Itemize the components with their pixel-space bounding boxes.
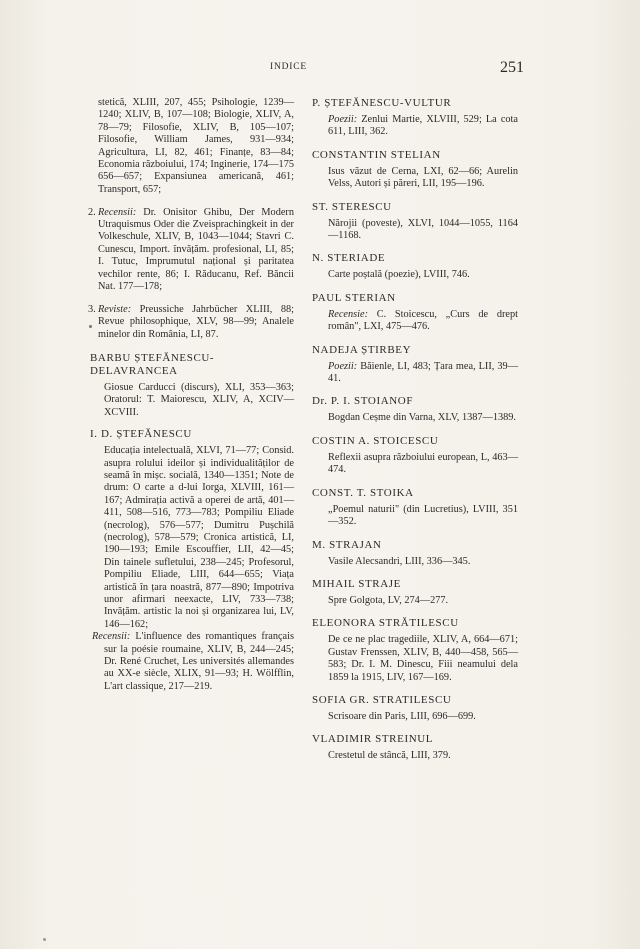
running-head-title: INDICE	[270, 62, 307, 72]
entry-author: CONSTANTIN STELIAN	[312, 148, 441, 161]
numbered-item-3	[90, 304, 294, 341]
index-entry	[312, 694, 518, 723]
entry-text: „Poemul naturii" (din Lucretius), LVIII, 351—352.	[328, 503, 518, 528]
entry-body	[312, 114, 518, 139]
item-label: Recensii:	[98, 206, 137, 218]
entry-body	[312, 595, 518, 607]
entry-text: Zenlui Martie, XLVIII, 529; La cota 611, LIII, 362.	[328, 114, 518, 138]
page-number: 251	[500, 59, 524, 76]
entry-body	[312, 750, 518, 762]
entry-author: PAUL STERIAN	[312, 291, 396, 304]
numbered-item-2	[90, 207, 294, 294]
index-entry	[312, 97, 518, 139]
item-text: Preussiche Jahrbücher XLIII, 88; Revue philosophique, XLV, 98—99; Analele minelor din România, LI, 87.	[98, 303, 294, 340]
index-entry	[312, 252, 518, 281]
entry-text: Vasile Alecsandri, LIII, 336—345.	[328, 555, 471, 567]
index-entry	[312, 149, 518, 191]
entry-author: P. ȘTEFĂNESCU-VULTUR	[312, 97, 452, 109]
entry-body	[312, 556, 518, 568]
entry-text: Reflexii asupra războiului european, L, 463—474.	[328, 451, 518, 476]
entry-text: Spre Golgota, LV, 274—277.	[328, 594, 449, 606]
index-entry	[312, 733, 518, 762]
entry-text: Educația intelectuală, XLVI, 71—77; Consid. asupra rolului ideilor și individualităților de seamă în mișc. socială, 1340—1351; Note de drum: O carte a d-lui Iorga, XLVIII, 161—167; Admirația activă a operei de artă, 401—411, 508—516, 773—783; Pompiliu Eliade (necrolog), 576—577; Dumitru Pușchilă (necrolog), 578—579; Cronica artistică, LI, 190—193; Emile Escouffier, LII, 42—45; Din tainele sufletului, 238—245; Profesorul, Pompiliu Eliade, LIII, 644—655; Viața artistică în țara noastră, 877—890; Impotriva unor afirmari neexacte, LIV, 733—738; Invățăm. artistic la noi și organizarea lui, LV, 146—162;	[104, 445, 294, 630]
index-entry	[312, 617, 518, 684]
index-entry	[312, 487, 518, 529]
entry-author: VLADIMIR STREINUL	[312, 733, 434, 746]
item-number: 2.	[88, 206, 96, 218]
index-entry	[312, 292, 518, 334]
entry-body	[312, 711, 518, 723]
entry-author: ELEONORA STRĂTILESCU	[312, 617, 459, 630]
entry-label: Poezii:	[328, 360, 358, 372]
entry-body	[90, 445, 294, 693]
entry-body	[312, 634, 518, 684]
item-text: Dr. Onisitor Ghibu, Der Modern Utraquismus Oder die Zveisprachingkeit in der Volkeschule, XLIV, B, 1043—1044; Stavri C. Cunescu, Import. învățăm. profesional, LI, 85; I. Tutuc, Imprumutul național și paritatea vechilor rente, 86; I. Răducanu, Ref. Băncii Nat. 177—178;	[98, 206, 294, 292]
entry-body	[312, 452, 518, 477]
entry-text: Carte poștală (poezie), LVIII, 746.	[328, 269, 470, 281]
print-speck	[43, 938, 46, 941]
index-entry	[312, 578, 518, 607]
entry-text: Nărojii (poveste), XLVI, 1044—1055, 1164—1168.	[328, 217, 518, 242]
entry-body	[312, 166, 518, 191]
running-head	[0, 59, 640, 82]
entry-text: Scrisoare din Paris, LIII, 696—699.	[328, 710, 476, 722]
item-label: Reviste:	[98, 303, 132, 315]
index-entry	[312, 201, 518, 243]
entry-author: ST. STERESCU	[312, 200, 392, 213]
continued-entry-paragraph: stetică, XLIII, 207, 455; Psihologie, 1239—1240; XLIV, B, 107—108; Biologie, XLIV, A, 78—79; Filosofie, XLIV, B, 105—107; Filosofie, William James, 931—934; Agricultura, LI, 82, 461; Finanțe, 83—84; Economia războiului, 174; Inginerie, 174—175 656—657; Expansiunea americană, 461; Transport, 657;	[98, 97, 294, 195]
print-speck	[89, 325, 92, 328]
entry-author: NADEJA ȘTIRBEY	[312, 343, 412, 356]
entry-author: I. D. ȘTEFĂNESCU	[90, 428, 192, 441]
index-entry	[312, 539, 518, 568]
entry-body	[90, 382, 294, 419]
index-entry-i-d-stefanescu	[90, 428, 294, 693]
entry-label: Poezii:	[328, 114, 358, 125]
index-entry	[312, 395, 518, 424]
entry-author: CONST. T. STOIKA	[312, 486, 414, 499]
entry-author: SOFIA GR. STRATILESCU	[312, 693, 452, 706]
index-entry-barbu-stefanescu-delavrancea	[90, 352, 294, 419]
entry-author: MIHAIL STRAJE	[312, 577, 401, 590]
index-entry	[312, 344, 518, 386]
continued-entry-text	[90, 97, 294, 196]
entry-author: M. STRAJAN	[312, 538, 382, 551]
right-column	[312, 97, 518, 773]
entry-body	[312, 269, 518, 281]
left-column	[90, 97, 294, 702]
entry-recensii-label: Recensii:	[92, 631, 131, 643]
entry-body	[312, 309, 518, 334]
entry-body	[312, 412, 518, 424]
entry-author: Dr. P. I. STOIANOF	[312, 395, 414, 408]
entry-body	[312, 361, 518, 386]
entry-text: Crestetul de stâncă, LIII, 379.	[328, 750, 451, 762]
entry-body	[312, 218, 518, 243]
entry-text: De ce ne plac tragediile, XLIV, A, 664—671; Gustav Frenssen, XLIV, B, 440—458, 565—583; Dr. I. M. Dinescu, Fiii neamului dela 1859 la 1915, LIV, 167—169.	[328, 634, 518, 683]
entry-recensii-text: L'influence des romantiques français sur la poésie roumaine, XLIV, B, 244—245; Dr. René Cruchet, Les universités allemandes au XX-e siècle, XLIX, 91—93; H. Wölfflin, L'art classique, 217—219.	[104, 631, 294, 692]
entry-label: Recensie:	[328, 308, 369, 320]
entry-author: N. STERIADE	[312, 252, 386, 265]
entry-text: C. Stoicescu, „Curs de drept român", LXI, 475—476.	[328, 308, 518, 333]
entry-author: BARBU ȘTEFĂNESCU-DELAVRANCEA	[90, 351, 215, 377]
entry-body	[312, 504, 518, 529]
entry-text: Băienle, LI, 483; Țara mea, LII, 39—41.	[328, 360, 518, 385]
entry-author: COSTIN A. STOICESCU	[312, 434, 439, 447]
entry-text: Isus văzut de Cerna, LXI, 62—66; Aurelin Velss, Autori și păreri, LII, 195—196.	[328, 165, 518, 190]
index-entry	[312, 435, 518, 477]
entry-text: Bogdan Ceșme din Varna, XLV, 1387—1389.	[328, 412, 517, 424]
item-number: 3.	[88, 303, 96, 315]
entry-text: Giosue Carducci (discurs), XLI, 353—363; Oratorul: T. Maiorescu, XLIV, A, XCIV—XCVIII.	[104, 381, 294, 418]
